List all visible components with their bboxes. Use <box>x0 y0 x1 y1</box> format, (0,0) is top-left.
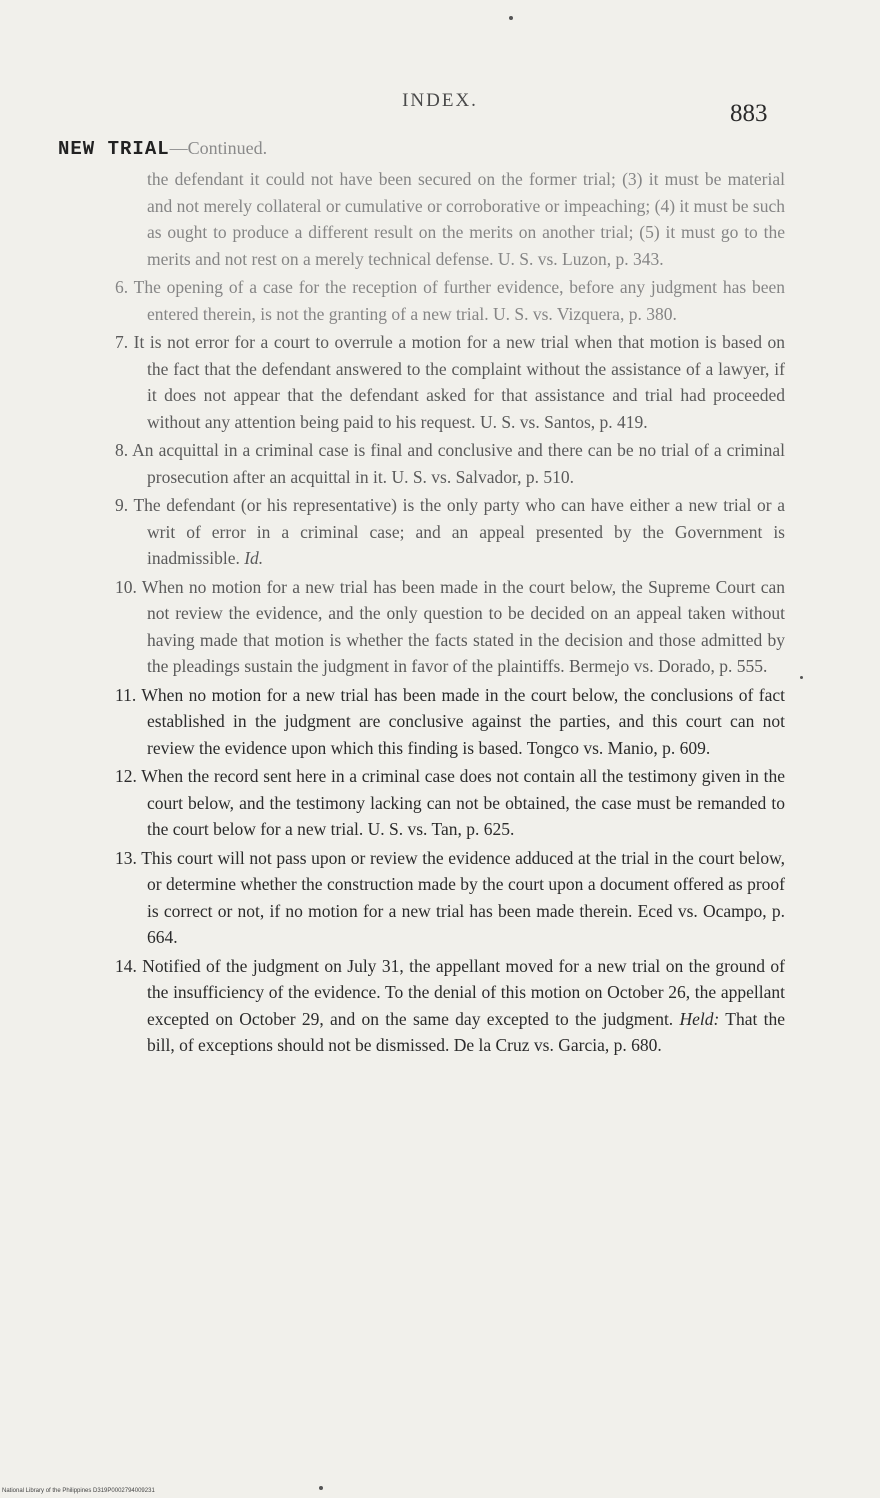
index-entry <box>115 274 785 327</box>
entry-number: 13. <box>115 847 137 868</box>
entry-text: An acquittal in a criminal case is final and conclusive and there can be no trial of a criminal prosecution after an acquittal in it. <box>132 440 785 487</box>
entry-number: 14. <box>115 955 137 976</box>
entry-citation: U. S. vs. Tan, p. 625. <box>367 819 515 839</box>
scan-speck <box>509 16 513 20</box>
entry-number: 6. <box>115 277 129 297</box>
index-entry <box>115 166 785 272</box>
entry-text: the defendant it could not have been secured on the former trial; (3) it must be material and not merely collateral or cumulative or corroborative or impeaching; (4) it must be such as ought to produce a different result on the merits on another trial; (5) it must go to the merits and not rest on a merely technical defense. <box>147 169 785 269</box>
entry-held-label: Held: <box>679 1008 720 1029</box>
entry-text: The opening of a case for the reception of further evidence, before any judgment has been entered therein, is not the granting of a new trial. <box>133 277 786 324</box>
index-entry <box>115 329 785 435</box>
index-entry <box>115 492 785 572</box>
entry-number: 12. <box>115 766 137 786</box>
entry-text: It is not error for a court to overrule a motion for a new trial when that motion is based on the fact that the defendant answered to the complaint without the assistance of a lawyer, if it does not appear that the defendant asked for that assistance and trial had proceeded without any attention being paid to his request. <box>133 332 785 432</box>
running-head: INDEX. <box>402 90 478 111</box>
entry-citation: De la Cruz vs. Garcia, p. 680. <box>453 1035 662 1055</box>
entry-citation: Bermejo vs. Dorado, p. 555. <box>569 656 768 676</box>
entry-number: 10. <box>115 576 137 597</box>
entry-citation: U. S. vs. Salvador, p. 510. <box>391 466 574 487</box>
entry-text: When the record sent here in a criminal case does not contain all the testimony given in the court below, and the testimony lacking can not be obtained, the case must be remanded to the court below for a new trial. <box>141 766 785 839</box>
scan-speck <box>319 1486 323 1490</box>
entry-citation: U. S. vs. Vizquera, p. 380. <box>493 303 677 324</box>
entry-text: When no motion for a new trial has been made in the court below, the Supreme Court can not review the evidence, and the only question to be decided on an appeal taken without having made that motion is whether the facts stated in the decision and those admitted by the pleadings sustain the judgment in favor of the plaintiffs. <box>141 576 785 676</box>
entry-citation: Tongco vs. Manio, p. 609. <box>526 737 711 758</box>
entry-number: 11. <box>115 684 137 705</box>
index-entry <box>115 574 785 680</box>
entry-citation: U. S. vs. Santos, p. 419. <box>479 411 648 432</box>
entry-citation: Id. <box>244 548 264 568</box>
scan-speck <box>800 676 803 679</box>
index-entry <box>115 682 785 762</box>
index-entry <box>115 437 785 490</box>
entry-text: Notified of the judgment on July 31, the appellant moved for a new trial on the ground of the insufficiency of the evidence. To the denial of this motion on October 26, the appellant excepted on October 29, and on the same day excepted to the judgment. <box>142 955 785 1029</box>
index-entry <box>115 763 785 843</box>
entry-citation: Eced vs. Ocampo, p. 664. <box>147 900 786 947</box>
section-title: NEW TRIAL <box>58 138 170 160</box>
page-number: 883 <box>730 100 768 127</box>
index-entry <box>115 953 785 1059</box>
entry-text: This court will not pass upon or review the evidence adduced at the trial in the court below, or determine whether the construction made by the court upon a document offered as proof is correct or not, if no motion for a new trial has been made therein. <box>141 847 785 921</box>
entry-held-text: That the bill, of exceptions should not be dismissed. <box>147 1008 786 1055</box>
entry-number: 8. <box>115 440 129 460</box>
entry-text: The defendant (or his representative) is the only party who can have either a new trial or a writ of error in a criminal case; and an appeal presented by the Government is inadmissible. <box>133 495 786 568</box>
entry-number: 9. <box>115 495 129 515</box>
entry-number: 7. <box>115 332 129 352</box>
index-entry <box>115 845 785 951</box>
section-continued: —Continued. <box>169 138 268 158</box>
section-heading <box>58 138 267 160</box>
entry-citation: U. S. vs. Luzon, p. 343. <box>497 248 664 269</box>
scan-credit: National Library of the Philippines D319P0002794009231 <box>2 1488 155 1494</box>
index-body <box>115 166 785 1061</box>
entry-text: When no motion for a new trial has been made in the court below, the conclusions of fact established in the judgment are conclusive against the parties, and this court can not review the evidence upon which this finding is based. <box>141 684 786 758</box>
